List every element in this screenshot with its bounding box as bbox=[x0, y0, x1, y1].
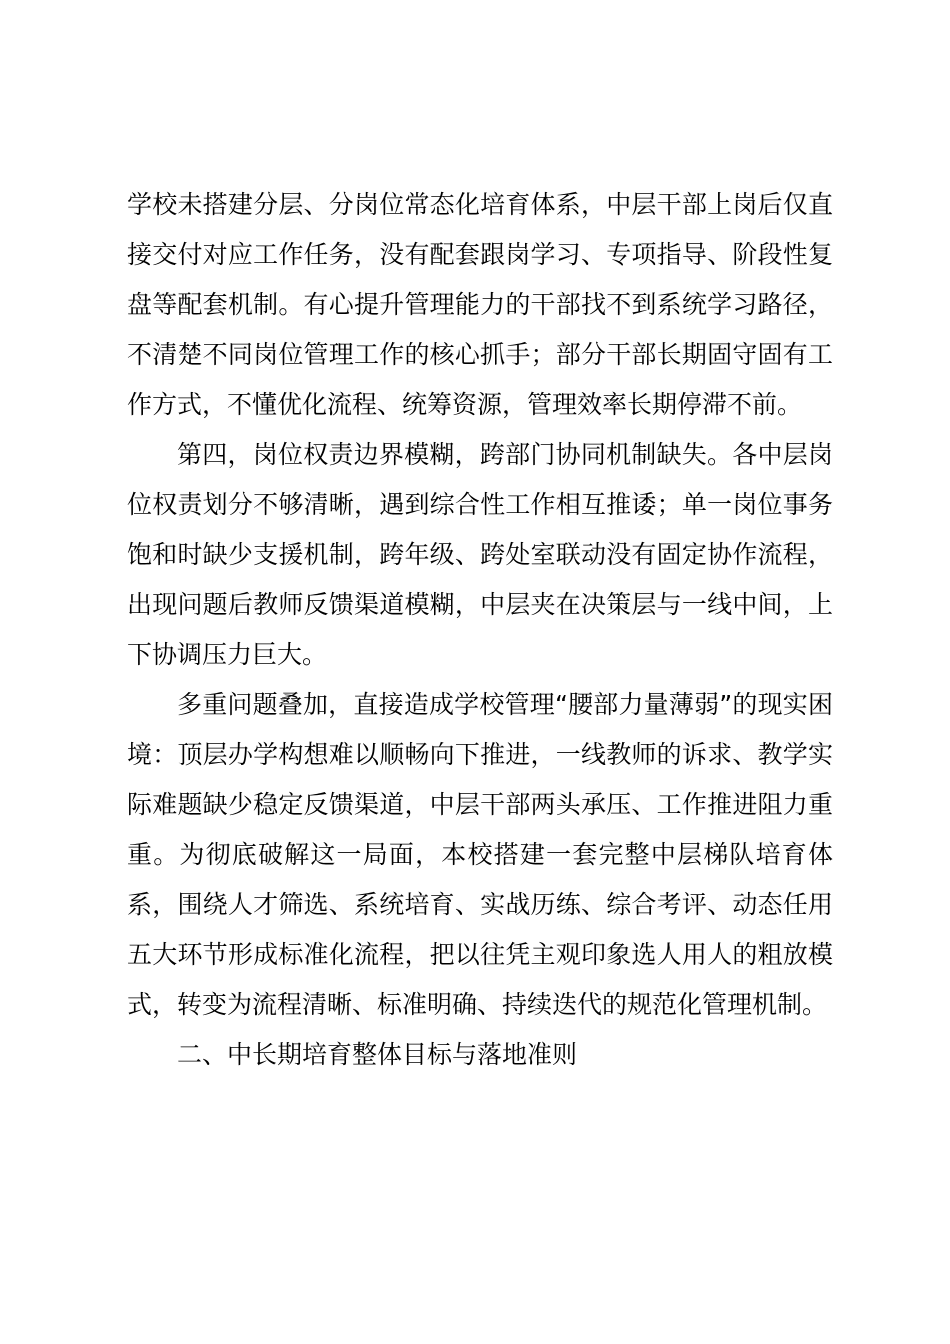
section-heading: 二、中长期培育整体目标与落地准则 bbox=[177, 1040, 578, 1069]
paragraph-3: 多重问题叠加，直接造成学校管理“腰部力量薄弱”的现实困境：顶层办学构想难以顺畅向下推进，一线教师的诉求、教学实际难题缺少稳定反馈渠道，中层干部两头承压、工作推进阻力重重。为彻底破解这一局面，本校搭建一套完整中层梯队培育体系，围绕人才筛选、系统培育、实战历练、综合考评、动态任用五大环节形成标准化流程，把以往凭主观印象选人用人的粗放模式，转变为流程清晰、标准明确、持续迭代的规范化管理机制。 bbox=[127, 690, 833, 1019]
document-body bbox=[127, 180, 833, 1080]
paragraph-2: 第四，岗位权责边界模糊，跨部门协同机制缺失。各中层岗位权责划分不够清晰，遇到综合性工作相互推诿；单一岗位事务饱和时缺少支援机制，跨年级、跨处室联动没有固定协作流程，出现问题后教师反馈渠道模糊，中层夹在决策层与一线中间，上下协调压力巨大。 bbox=[127, 440, 833, 669]
paragraph-1: 学校未搭建分层、分岗位常态化培育体系，中层干部上岗后仅直接交付对应工作任务，没有配套跟岗学习、专项指导、阶段性复盘等配套机制。有心提升管理能力的干部找不到系统学习路径，不清楚不同岗位管理工作的核心抓手；部分干部长期固守固有工作方式，不懂优化流程、统筹资源，管理效率长期停滞不前。 bbox=[127, 190, 833, 419]
